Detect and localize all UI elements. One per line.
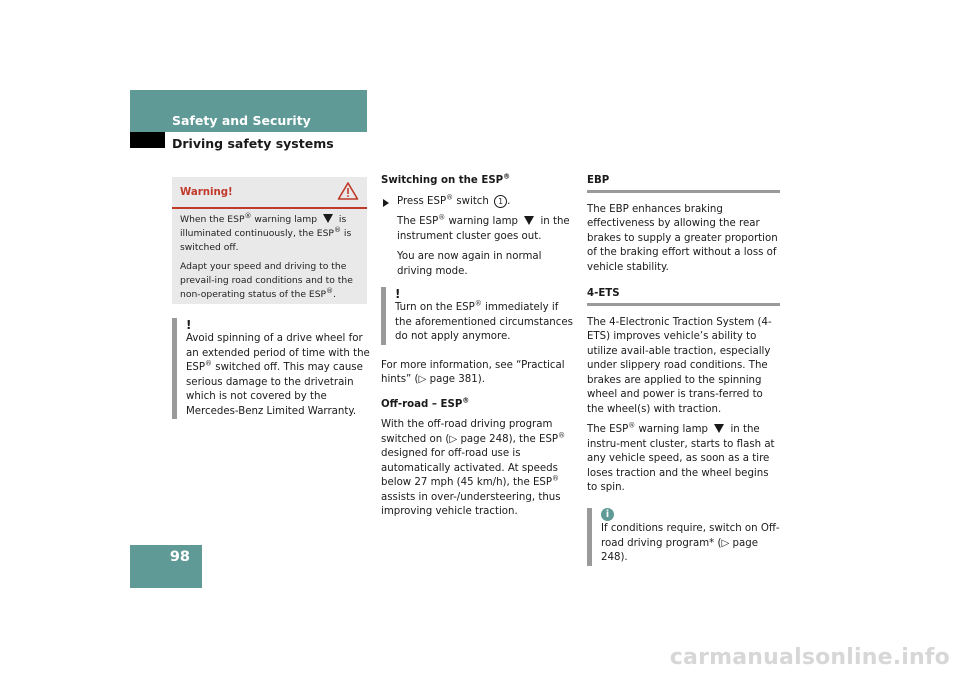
lamp-goes-out: The ESP® warning lamp in the instrument cluster goes out. bbox=[397, 213, 570, 242]
notice-mark: ! bbox=[395, 287, 401, 301]
drivetrain-notice bbox=[172, 318, 372, 419]
step-press-switch: Press ESP® switch 1 . bbox=[381, 195, 577, 210]
info-text: If conditions require, switch on Off-road driving program* (▷ page 248). bbox=[601, 523, 780, 563]
warning-paragraph-2: Adapt your speed and driving to the prevail-ing road conditions and to the non-operating status of the ESP®. bbox=[180, 261, 353, 300]
ets-lamp-text: The ESP® warning lamp in the instru-ment cluster, starts to flash at any vehicle speed, as soon as a tire loses traction and the wheel begins to spin. bbox=[587, 421, 775, 493]
notice-text: Turn on the ESP® immediately if the aforementioned circumstances do not apply anymore. bbox=[395, 299, 573, 342]
column-2 bbox=[381, 174, 577, 526]
turn-on-notice bbox=[381, 287, 577, 345]
page-number: 98 bbox=[169, 549, 190, 565]
warning-title: Warning! bbox=[180, 187, 233, 198]
esp-warning-lamp-icon bbox=[524, 216, 534, 225]
switch-number-badge: 1 bbox=[494, 195, 507, 208]
ets-text: The 4-Electronic Traction System (4-ETS) improves vehicle’s ability to utilize avail-able traction, especially under slippery road conditions. The brakes are applied to the spinning wheel and power is trans-ferred to the wheel(s) with traction. bbox=[587, 316, 772, 415]
normal-mode-text: You are now again in normal driving mode. bbox=[397, 251, 542, 277]
warning-rule bbox=[172, 207, 367, 209]
watermark: carmanualsonline.info bbox=[669, 645, 950, 670]
info-icon: i bbox=[601, 508, 614, 521]
ets-heading: 4-ETS bbox=[587, 288, 620, 299]
ets-rule bbox=[587, 303, 780, 306]
ebp-rule bbox=[587, 190, 780, 193]
offroad-heading: Off-road – ESP® bbox=[381, 396, 470, 410]
warning-triangle-icon bbox=[337, 181, 359, 201]
esp-warning-lamp-icon bbox=[714, 424, 724, 433]
warning-box bbox=[172, 177, 367, 304]
notice-mark: ! bbox=[186, 318, 192, 332]
page-number-box bbox=[130, 545, 202, 588]
header-black-tab bbox=[130, 132, 165, 148]
section-subtitle: Driving safety systems bbox=[172, 136, 334, 151]
column-3 bbox=[587, 174, 780, 566]
info-note bbox=[587, 508, 780, 566]
more-info-text: For more information, see “Practical hints” (▷ page 381). bbox=[381, 359, 565, 385]
ebp-heading: EBP bbox=[587, 175, 610, 186]
section-title: Safety and Security bbox=[172, 113, 311, 128]
notice-text: Avoid spinning of a drive wheel for an extended period of time with the ESP® switched off. This may cause serious damage to the drivetrain which is not covered by the Mercedes-Benz Limited Warranty. bbox=[186, 333, 370, 417]
ebp-text: The EBP enhances braking effectiveness by allowing the rear brakes to supply a greater proportion of the braking effort without a loss of vehicle stability. bbox=[587, 203, 778, 273]
esp-warning-lamp-icon bbox=[323, 214, 333, 223]
warning-body bbox=[180, 213, 361, 307]
bullet-arrow-icon bbox=[383, 199, 389, 207]
offroad-text: With the off-road driving program switched on (▷ page 248), the ESP® designed for off-road use is automatically activated. At speeds below 27 mph (45 km/h), the ESP® assists in over-/understeering, thus improving vehicle traction. bbox=[381, 419, 566, 517]
warning-paragraph-1: When the ESP® warning lamp is illuminated continuously, the ESP® is switched off. bbox=[180, 211, 352, 253]
switching-on-heading: Switching on the ESP® bbox=[381, 172, 511, 186]
